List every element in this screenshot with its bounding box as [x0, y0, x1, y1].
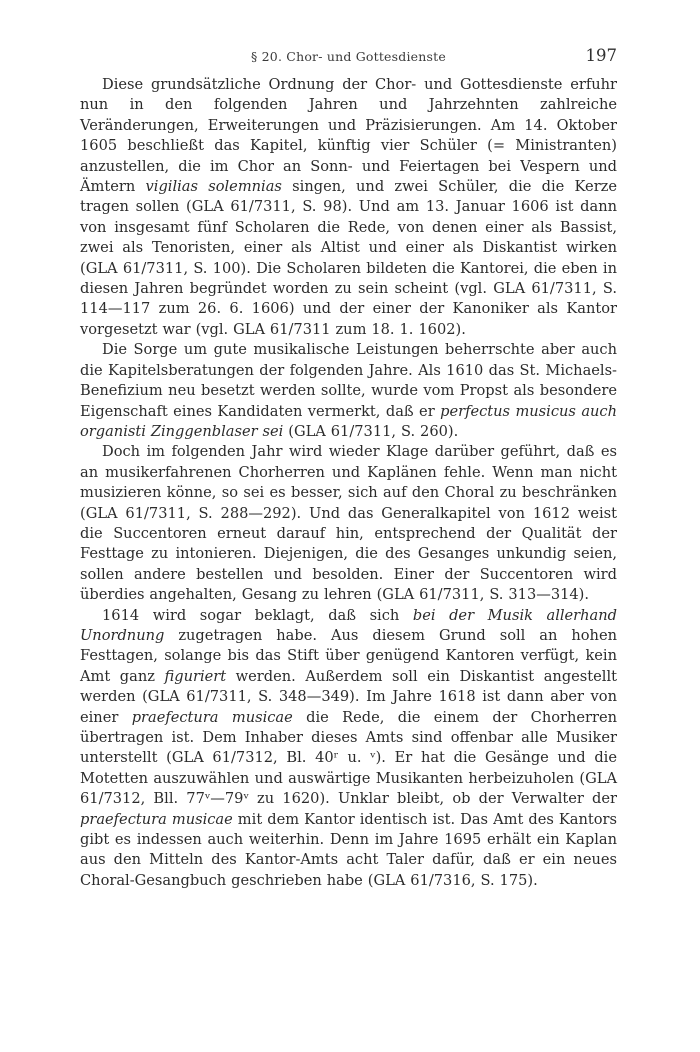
text-run: zugetragen habe. Aus diesem Grund soll an hohen Festtagen, solange bis das Stift über genügend Kantoren verfügt, kein Amt ganz	[80, 626, 617, 685]
body-text	[80, 75, 617, 891]
italic-phrase: praefectura musicae	[131, 708, 293, 726]
italic-phrase: bei der Musik allerhand Unordnung	[80, 606, 618, 644]
text-run: Doch im folgenden Jahr wird wieder Klage darüber geführt, daß es an musikerfahrenen Chorherren und Kaplänen fehle. Wenn man nicht musizieren könne, so sei es besser, sich auf den Choral zu beschränken (GLA 61/7311, S. 288—292). Und das Generalkapitel von 1612 weist die Succentoren erneut darauf hin, entsprechend der Qualität der Festtage zu intonieren. Diejenigen, die des Gesanges unkundig seien, sollen andere bestellen und besolden. Einer der Succentoren wird überdies angehalten, Gesang zu lehren (GLA 61/7311, S. 313—314).	[80, 443, 617, 604]
italic-phrase: praefectura musicae	[80, 810, 233, 828]
text-run: Die Sorge um gute musikalische Leistungen beherrschte aber auch die Kapitelsberatungen der folgenden Jahre. Als 1610 das St. Michaels-Benefizium neu besetzt werden sollte, wurde vom Propst als besondere Eigenschaft eines Kandidaten vermerkt, daß er	[80, 341, 617, 420]
paragraph	[80, 606, 617, 892]
text-run: 1614 wird sogar beklagt, daß sich	[102, 606, 413, 624]
text-run: (GLA 61/7311, S. 260).	[283, 422, 459, 440]
text-run: werden. Außerdem soll ein Diskantist angestellt werden (GLA 61/7311, S. 348—349). Im Jahre 1618 ist dann aber von einer	[80, 667, 617, 726]
page-number: 197	[585, 46, 617, 65]
italic-phrase: vigilias solemnias	[145, 178, 282, 196]
paragraph	[80, 442, 617, 605]
text-run: die Rede, die einem der Chorherren übertragen ist. Dem Inhaber dieses Amts sind offenbar alle Musiker unterstellt (GLA 61/7312, Bl. 40ʳ u. ᵛ). Er hat die Gesänge und die Motetten auszuwählen und auswärtige Musikanten herbeizuholen (GLA 61/7312, Bll. 77ᵛ—79ᵛ zu 1620). Unklar bleibt, ob der Verwalter der	[80, 708, 617, 808]
text-run: mit dem Kantor identisch ist. Das Amt des Kantors gibt es indessen auch weiterhin. Denn im Jahre 1695 erhält ein Kaplan aus den Mitteln des Kantor-Amts acht Taler dafür, daß er ein neues Choral-Gesangbuch geschrieben habe (GLA 61/7316, S. 175).	[80, 810, 617, 889]
italic-phrase: perfectus musicus auch organisti Zinggenblaser sei	[80, 402, 617, 440]
running-head: § 20. Chor- und Gottesdienste	[251, 49, 446, 64]
page-header	[80, 46, 617, 70]
paragraph	[80, 340, 617, 442]
text-run: Diese grundsätzliche Ordnung der Chor- und Gottesdienste erfuhr nun in den folgenden Jahren und Jahrzehnten zahlreiche Veränderungen, Erweiterungen und Präzisierungen. Am 14. Oktober 1605 beschließt das Kapitel, künftig vier Schüler (= Ministranten) anzustellen, die im Chor an Sonn- und Feiertagen bei Vespern und Ämtern	[80, 76, 617, 196]
text-run: singen, und zwei Schüler, die die Kerze tragen sollen (GLA 61/7311, S. 98). Und am 13. Januar 1606 ist dann von insgesamt fünf Scholaren die Rede, von denen einer als Bassist, zwei als Tenoristen, einer als Altist und einer als Diskantist wirken (GLA 61/7311, S. 100). Die Scholaren bildeten die Kantorei, die eben in diesen Jahren begründet worden zu sein scheint (vgl. GLA 61/7311, S. 114—117 zum 26. 6. 1606) und der einer der Kanoniker als Kantor vorgesetzt war (vgl. GLA 61/7311 zum 18. 1. 1602).	[80, 178, 618, 338]
paragraph	[80, 75, 617, 340]
italic-phrase: figuriert	[164, 667, 227, 685]
